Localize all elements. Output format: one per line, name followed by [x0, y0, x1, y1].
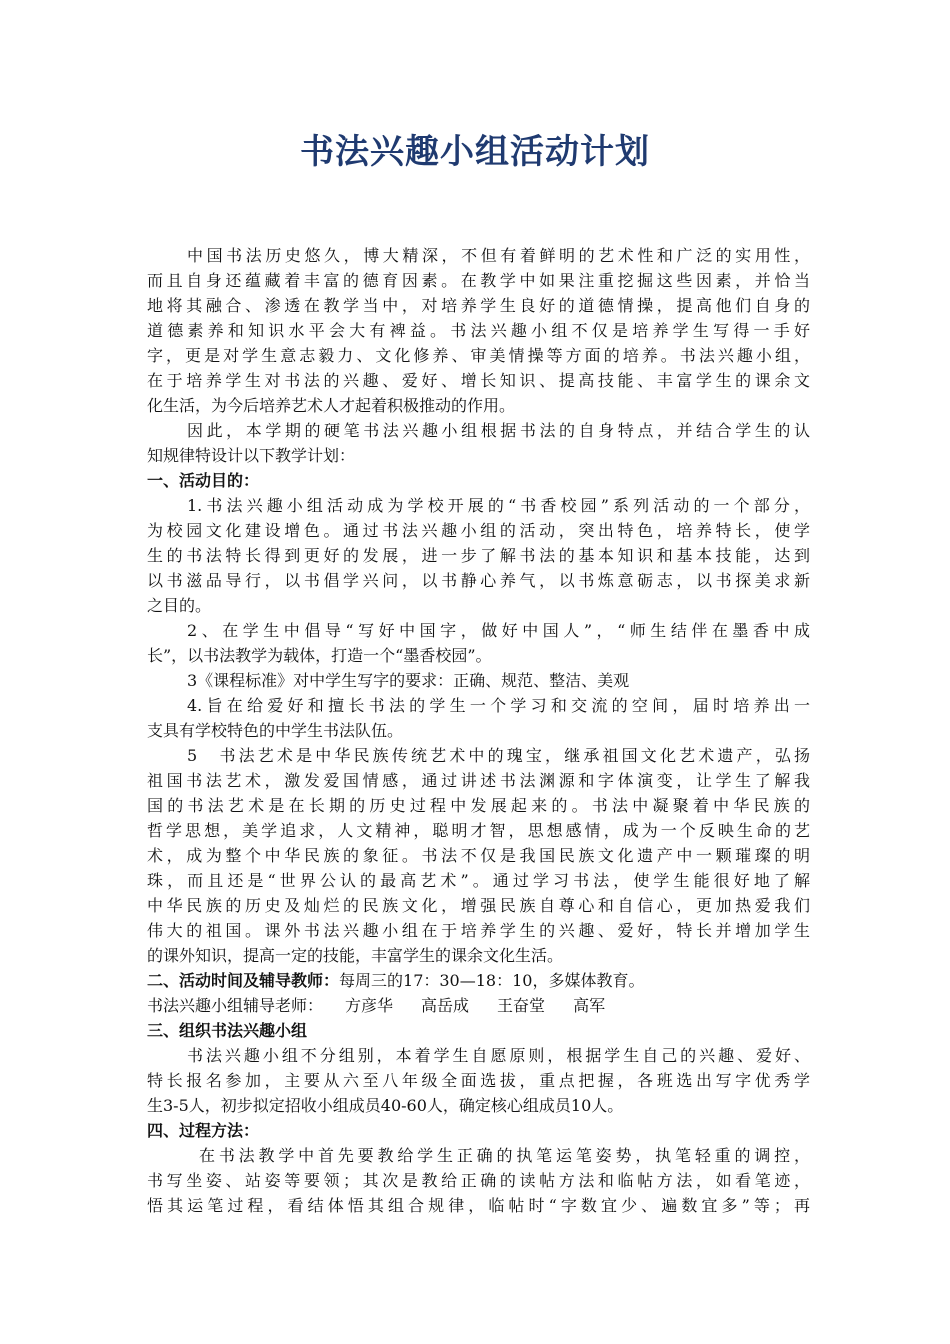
text-line: 的课外知识，提高一定的技能，丰富学生的课余文化生活。	[147, 946, 564, 965]
document-body	[147, 243, 810, 1218]
text-line: 1.书法兴趣小组活动成为学校开展的“书香校园”系列活动的一个部分，	[187, 496, 810, 515]
teacher-name: 高军	[573, 996, 606, 1015]
text-line: 而且自身还蕴藏着丰富的德育因素。在教学中如果注重挖掘这些因素，并恰当	[147, 271, 810, 290]
text-line: 伟大的祖国。课外书法兴趣小组在于培养学生的兴趣、爱好，特长并增加学生	[147, 921, 810, 940]
text-line: 长”，以书法教学为载体，打造一个“墨香校园”。	[147, 646, 492, 665]
text-line: 生3-5人，初步拟定招收小组成员40-60人，确定核心组成员10人。	[147, 1096, 624, 1115]
text-line: 之目的。	[147, 596, 212, 615]
text-line: 化生活，为今后培养艺术人才起着积极推动的作用。	[147, 396, 516, 415]
text-line: 字，更是对学生意志毅力、文化修养、审美情操等方面的培养。书法兴趣小组，	[147, 346, 810, 365]
document-title: 书法兴趣小组活动计划	[300, 132, 650, 172]
text-line: 地将其融合、渗透在教学当中，对培养学生良好的道德情操，提高他们自身的	[147, 296, 810, 315]
text-line: 支具有学校特色的中学生书法队伍。	[147, 721, 404, 740]
text-line: 生的书法特长得到更好的发展，进一步了解书法的基本知识和基本技能，达到	[147, 546, 810, 565]
schedule-text: 每周三的17：30—18：10，多媒体教育。	[339, 971, 645, 990]
text-line: 术，成为整个中华民族的象征。书法不仅是我国民族文化遗产中一颗璀璨的明	[147, 846, 810, 865]
text-line: 3《课程标准》对中学生写字的要求：正确、规范、整洁、美观	[187, 671, 630, 690]
text-line: 因此，本学期的硬笔书法兴趣小组根据书法的自身特点，并结合学生的认	[187, 421, 810, 440]
section-heading: 一、活动目的：	[147, 471, 260, 490]
text-line: 特长报名参加，主要从六至八年级全面选拔，重点把握，各班选出写字优秀学	[147, 1071, 810, 1090]
teacher-name: 高岳成	[421, 996, 470, 1015]
section-heading: 四、过程方法：	[147, 1121, 260, 1140]
section-2-line	[147, 968, 810, 993]
section-heading: 三、组织书法兴趣小组	[147, 1021, 308, 1040]
text-line: 悟其运笔过程，看结体悟其组合规律，临帖时“字数宜少、遍数宜多”等；再	[147, 1196, 810, 1215]
text-line: 知规律特设计以下教学计划：	[147, 446, 356, 465]
text-line: 中华民族的历史及灿烂的民族文化，增强民族自尊心和自信心，更加热爱我们	[147, 896, 810, 915]
text-line: 中国书法历史悠久，博大精深，不但有着鲜明的艺术性和广泛的实用性，	[187, 246, 810, 265]
text-line: 书写坐姿、站姿等要领；其次是教给正确的读帖方法和临帖方法，如看笔迹，	[147, 1171, 810, 1190]
text-line: 国的书法艺术是在长期的历史过程中发展起来的。书法中凝聚着中华民族的	[147, 796, 810, 815]
text-line: 为校园文化建设增色。通过书法兴趣小组的活动，突出特色，培养特长，使学	[147, 521, 810, 540]
text-line: 书法兴趣小组不分组别，本着学生自愿原则，根据学生自己的兴趣、爱好、	[187, 1046, 810, 1065]
text-line: 珠，而且还是“世界公认的最高艺术”。通过学习书法，使学生能很好地了解	[147, 871, 810, 890]
text-line: 2、在学生中倡导“写好中国字，做好中国人”，“师生结伴在墨香中成	[187, 621, 810, 640]
text-line: 祖国书法艺术，激发爱国情感，通过讲述书法渊源和字体演变，让学生了解我	[147, 771, 810, 790]
text-line: 在于培养学生对书法的兴趣、爱好、增长知识、提高技能、丰富学生的课余文	[147, 371, 810, 390]
teacher-name: 方彦华	[345, 996, 394, 1015]
text-line: 道德素养和知识水平会大有裨益。书法兴趣小组不仅是培养学生写得一手好	[147, 321, 810, 340]
teacher-name: 王奋堂	[497, 996, 546, 1015]
text-line: 在书法教学中首先要教给学生正确的执笔运笔姿势，执笔轻重的调控，	[199, 1146, 810, 1165]
text-line: 以书滋品导行，以书倡学兴问，以书静心养气，以书炼意砺志，以书探美求新	[147, 571, 810, 590]
text-line: 5 书法艺术是中华民族传统艺术中的瑰宝，继承祖国文化艺术遗产，弘扬	[187, 746, 810, 765]
text-line: 哲学思想，美学追求，人文精神，聪明才智，思想感情，成为一个反映生命的艺	[147, 821, 810, 840]
teachers-label: 书法兴趣小组辅导老师：	[147, 996, 324, 1015]
teachers-line	[147, 993, 810, 1018]
text-line: 4.旨在给爱好和擅长书法的学生一个学习和交流的空间，届时培养出一	[187, 696, 810, 715]
section-heading: 二、活动时间及辅导教师：	[147, 971, 340, 990]
